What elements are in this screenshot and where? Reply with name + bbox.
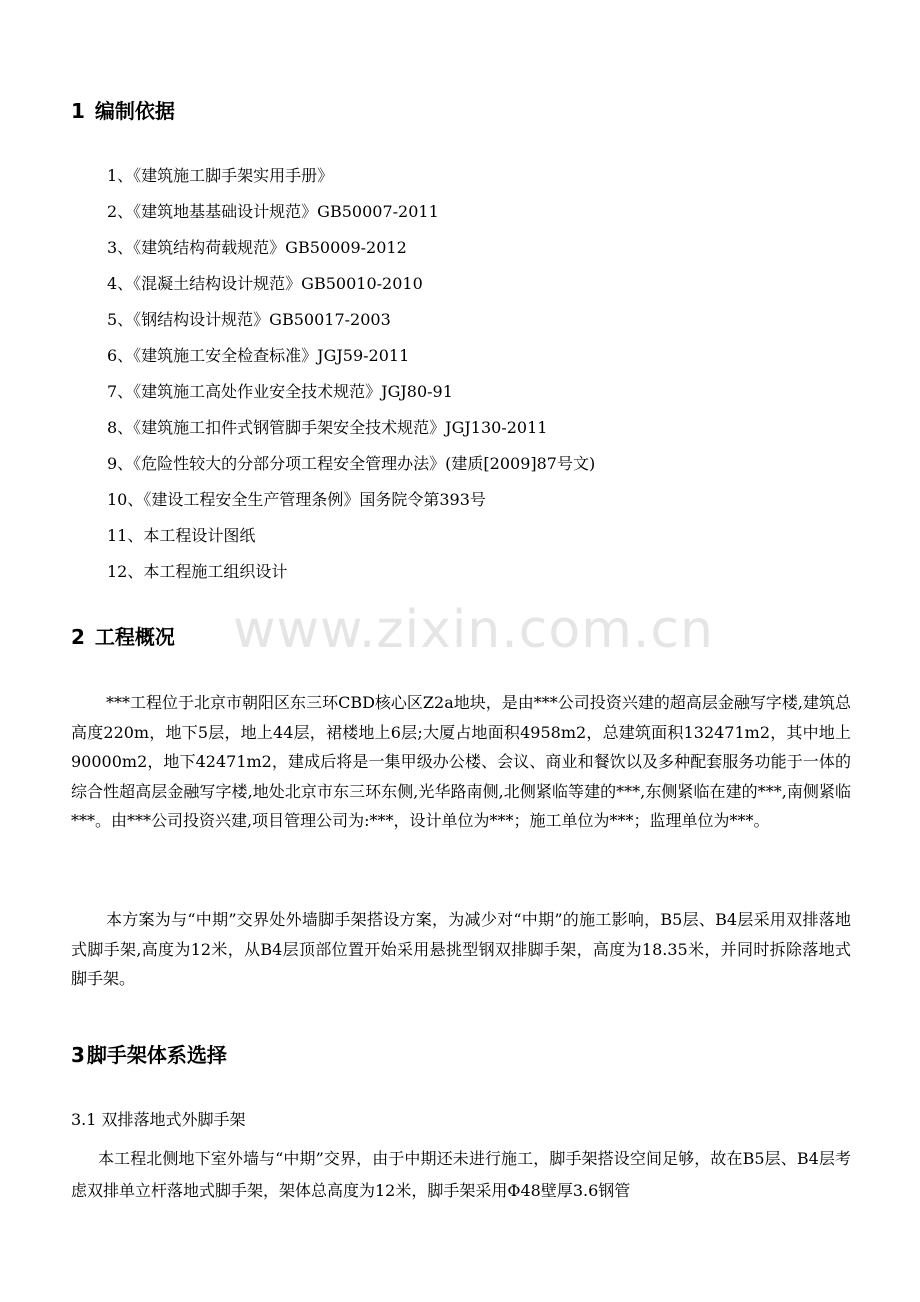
section-number: 3 xyxy=(71,1043,85,1067)
reference-item: 7、《建筑施工高处作业安全技术规范》JGJ80-91 xyxy=(107,382,453,401)
overview-paragraph-1: ***工程位于北京市朝阳区东三环CBD核心区Z2a地块，是由***公司投资兴建的超高层金融写字楼,建筑总高度220m，地下5层，地上44层，裙楼地上6层;大厦占地面积4958m2，总建筑面积132471m2，其中地上90000m2，地下42471m2，建成后将是一集甲级办公楼、会议、商业和餐饮以及多种配套服务功能于一体的综合性超高层金融写字楼,地处北京市东三环东侧,光华路南侧,北侧紧临等建的***,东侧紧临在建的***,南侧紧临***。由***公司投资兴建,项目管理公司为:***，设计单位为***；施工单位为***；监理单位为***。 xyxy=(71,693,851,830)
reference-item: 2、《建筑地基基础设计规范》GB50007-2011 xyxy=(107,202,439,221)
section-title: 工程概况 xyxy=(94,625,175,649)
reference-item: 9、《危险性较大的分部分项工程安全管理办法》(建质[2009]87号文) xyxy=(107,454,596,473)
reference-item: 8、《建筑施工扣件式钢管脚手架安全技术规范》JGJ130-2011 xyxy=(107,418,548,437)
section-heading-3 xyxy=(71,1043,227,1067)
reference-list xyxy=(107,164,595,596)
section-number: 2 xyxy=(71,625,85,649)
subsection-title: 3.1 双排落地式外脚手架 xyxy=(71,1110,246,1129)
reference-item: 11、本工程设计图纸 xyxy=(107,526,256,545)
scaffold-paragraph: 本工程北侧地下室外墙与“中期”交界，由于中期还未进行施工，脚手架搭设空间足够，故在B5层、B4层考虑双排单立杆落地式脚手架，架体总高度为12米，脚手架采用Φ48壁厚3.6钢管 xyxy=(71,1149,851,1200)
reference-item: 1、《建筑施工脚手架实用手册》 xyxy=(107,166,334,185)
reference-item: 12、本工程施工组织设计 xyxy=(107,562,288,581)
overview-paragraph-2: 本方案为与“中期”交界处外墙脚手架搭设方案，为减少对“中期”的施工影响，B5层、B4层采用双排落地式脚手架,高度为12米，从B4层顶部位置开始采用悬挑型钢双排脚手架，高度为18.35米，并同时拆除落地式脚手架。 xyxy=(71,910,851,988)
section-number: 1 xyxy=(71,99,85,123)
reference-item: 5、《钢结构设计规范》GB50017-2003 xyxy=(107,310,391,329)
reference-item: 10、《建设工程安全生产管理条例》国务院令第393号 xyxy=(107,490,486,509)
section-title: 编制依据 xyxy=(94,99,175,123)
reference-item: 4、《混凝土结构设计规范》GB50010-2010 xyxy=(107,274,423,293)
watermark: www.zixin.com.cn xyxy=(233,600,714,660)
section-title: 脚手架体系选择 xyxy=(86,1043,227,1067)
reference-item: 3、《建筑结构荷载规范》GB50009-2012 xyxy=(107,238,407,257)
reference-item: 6、《建筑施工安全检查标准》JGJ59-2011 xyxy=(107,346,410,365)
section-heading-1 xyxy=(71,99,175,123)
section-heading-2 xyxy=(71,625,175,649)
